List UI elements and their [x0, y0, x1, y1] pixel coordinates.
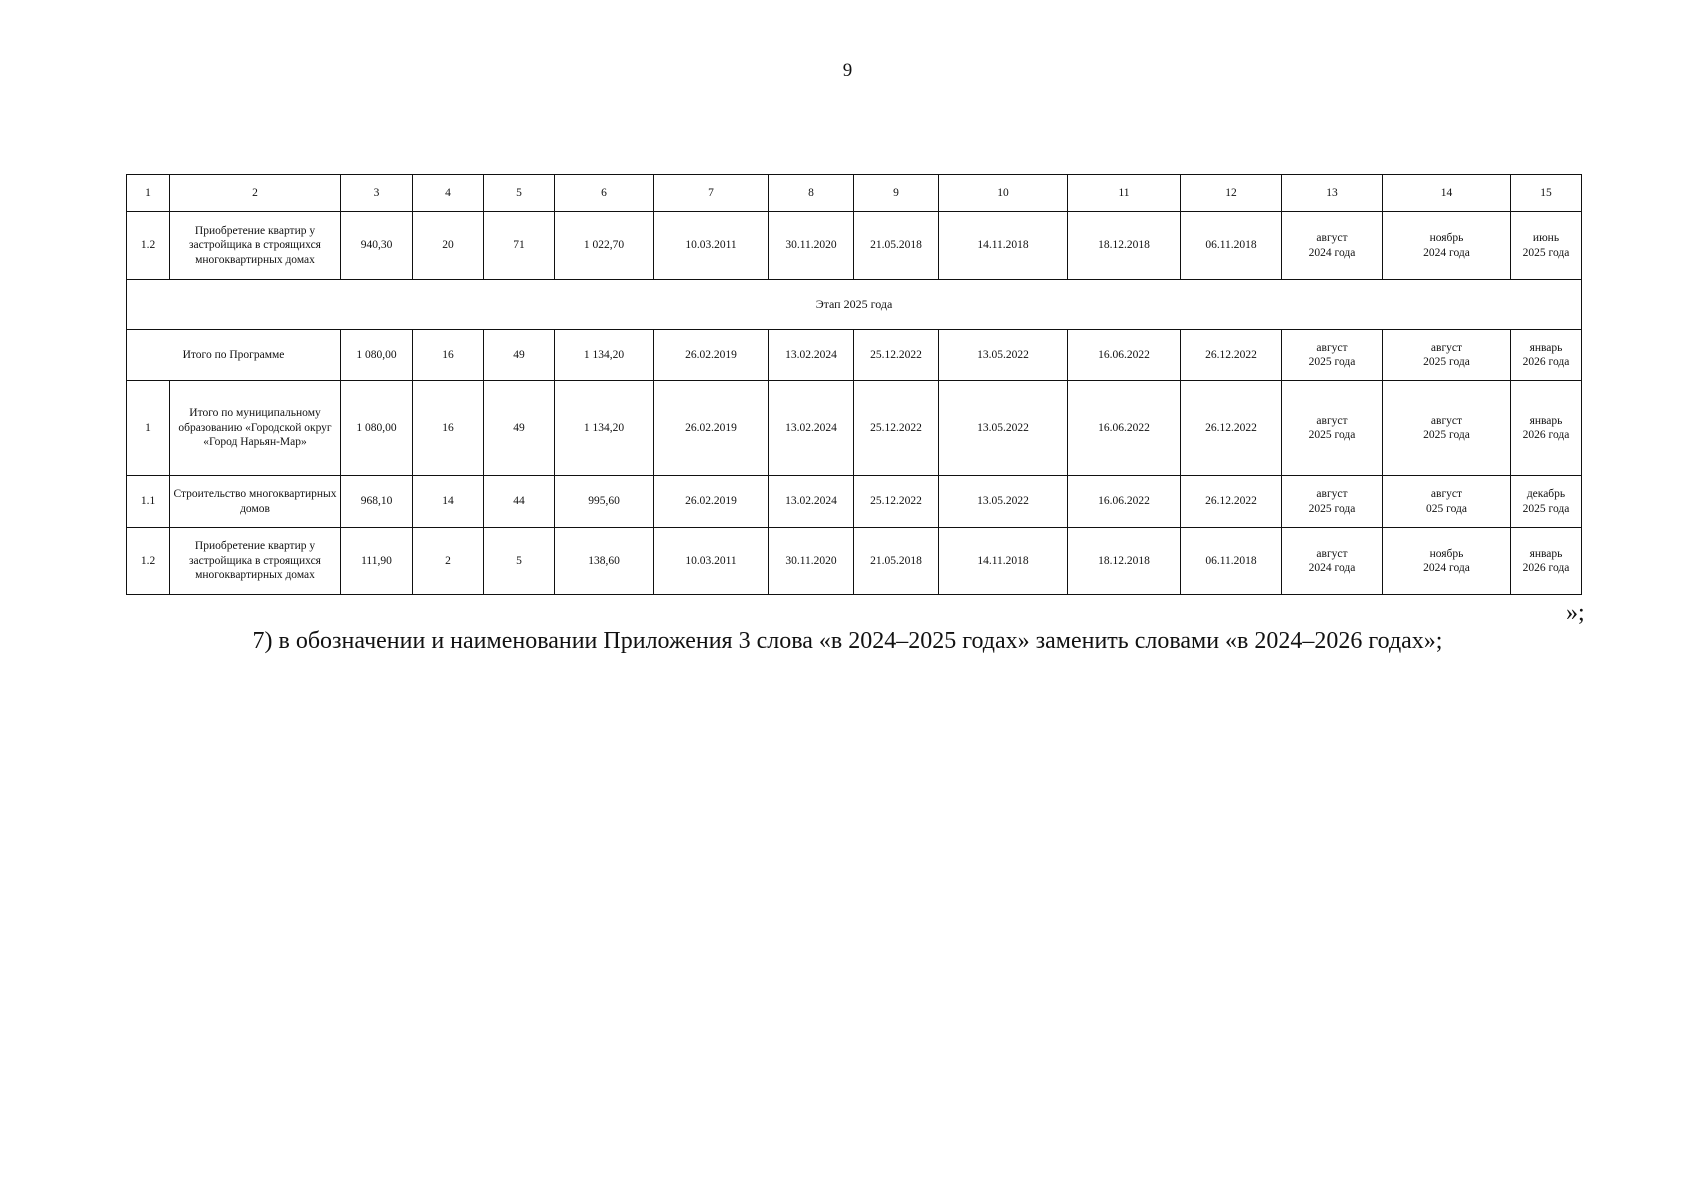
year: 025 года [1426, 502, 1467, 515]
table-cell: 5 [484, 528, 555, 595]
row-number: 1.2 [127, 212, 170, 280]
table-cell [1282, 476, 1383, 528]
table-cell: 30.11.2020 [769, 212, 854, 280]
header-cell: 4 [413, 175, 484, 212]
table-cell: 20 [413, 212, 484, 280]
table-cell: 1 134,20 [555, 330, 654, 381]
month: август [1316, 414, 1348, 427]
table-cell: 940,30 [341, 212, 413, 280]
year: 2026 года [1522, 356, 1570, 368]
table-cell: 18.12.2018 [1068, 212, 1181, 280]
table-cell [1383, 381, 1511, 476]
table-cell: 13.02.2024 [769, 330, 854, 381]
table-cell: 25.12.2022 [854, 476, 939, 528]
row-number: 1 [127, 381, 170, 476]
header-cell: 3 [341, 175, 413, 212]
table-row [127, 212, 1582, 280]
month: январь [1529, 341, 1563, 354]
header-cell: 15 [1511, 175, 1582, 212]
month: ноябрь [1429, 232, 1464, 245]
table-cell: 18.12.2018 [1068, 528, 1181, 595]
table-cell: 14 [413, 476, 484, 528]
month: август [1430, 341, 1463, 354]
stage-title: Этап 2025 года [127, 280, 1582, 330]
table-row [127, 476, 1582, 528]
table-cell: 49 [484, 330, 555, 381]
table-cell: 16.06.2022 [1068, 330, 1181, 381]
year: 2025 года [1308, 502, 1356, 515]
table-row [127, 528, 1582, 595]
month: январь [1529, 414, 1563, 427]
table-cell: 16.06.2022 [1068, 476, 1181, 528]
table-cell [1282, 528, 1383, 595]
table-cell [1282, 381, 1383, 476]
header-row [127, 175, 1582, 212]
year: 2026 года [1522, 429, 1570, 441]
header-cell: 5 [484, 175, 555, 212]
month: июнь [1532, 232, 1560, 245]
row-name: Строительство многоквартирных домов [170, 476, 341, 528]
table-cell: 14.11.2018 [939, 528, 1068, 595]
header-cell: 9 [854, 175, 939, 212]
header-cell: 2 [170, 175, 341, 212]
row-name: Приобретение квартир у застройщика в строящихся многоквартирных домах [170, 212, 341, 280]
table-cell: 21.05.2018 [854, 212, 939, 280]
table-cell: 1 080,00 [341, 381, 413, 476]
table-cell [1383, 528, 1511, 595]
year: 2025 года [1423, 429, 1470, 441]
table-cell: 1 134,20 [555, 381, 654, 476]
table-cell: 16.06.2022 [1068, 381, 1181, 476]
table-cell [1511, 528, 1582, 595]
month: август [1316, 488, 1348, 501]
year: 2025 года [1522, 502, 1570, 515]
year: 2025 года [1308, 429, 1356, 441]
table-cell: 49 [484, 381, 555, 476]
table-cell: 138,60 [555, 528, 654, 595]
year: 2024 года [1308, 562, 1356, 574]
table-cell: 25.12.2022 [854, 330, 939, 381]
year: 2025 года [1423, 356, 1470, 368]
table-cell: 26.02.2019 [654, 330, 769, 381]
table-cell: 71 [484, 212, 555, 280]
data-table [126, 174, 1582, 595]
row-name: Итого по муниципальному образованию «Городской округ «Город Нарьян-Мар» [170, 381, 341, 476]
table-cell [1383, 330, 1511, 381]
table-cell [1511, 330, 1582, 381]
table-cell: 06.11.2018 [1181, 528, 1282, 595]
total-label: Итого по Программе [127, 330, 341, 381]
year: 2024 года [1423, 246, 1470, 259]
header-cell: 6 [555, 175, 654, 212]
year: 2025 года [1308, 356, 1356, 368]
year: 2024 года [1308, 246, 1356, 259]
table-cell [1511, 476, 1582, 528]
table-row [127, 330, 1582, 381]
table-cell: 13.05.2022 [939, 476, 1068, 528]
table-cell: 1 022,70 [555, 212, 654, 280]
month: август [1316, 547, 1348, 560]
table-cell: 26.12.2022 [1181, 476, 1282, 528]
header-cell: 8 [769, 175, 854, 212]
table-cell: 26.12.2022 [1181, 381, 1282, 476]
table-cell: 1 080,00 [341, 330, 413, 381]
row-number: 1.1 [127, 476, 170, 528]
page-number: 9 [842, 60, 853, 81]
table-cell: 10.03.2011 [654, 212, 769, 280]
table-cell: 26.02.2019 [654, 381, 769, 476]
stage-row [127, 280, 1582, 330]
table-cell: 21.05.2018 [854, 528, 939, 595]
table-cell: 13.02.2024 [769, 476, 854, 528]
table-cell: 13.05.2022 [939, 330, 1068, 381]
month: январь [1529, 547, 1563, 560]
month: август [1430, 414, 1463, 427]
table-cell [1282, 212, 1383, 280]
table-cell: 995,60 [555, 476, 654, 528]
table-cell [1511, 381, 1582, 476]
table-cell: 26.12.2022 [1181, 330, 1282, 381]
table-cell: 44 [484, 476, 555, 528]
table-cell: 13.05.2022 [939, 381, 1068, 476]
month: август [1316, 232, 1348, 245]
table-cell [1383, 476, 1511, 528]
table-cell: 16 [413, 330, 484, 381]
year: 2026 года [1522, 562, 1570, 574]
month: август [1430, 488, 1463, 501]
month: август [1316, 341, 1348, 354]
amendment-paragraph: 7) в обозначении и наименовании Приложения 3 слова «в 2024–2025 годах» заменить словами «в 2024–2026 годах»; [252, 628, 1443, 654]
row-name: Приобретение квартир у застройщика в строящихся многоквартирных домах [170, 528, 341, 595]
table-cell: 111,90 [341, 528, 413, 595]
closing-quote: »; [1566, 600, 1585, 626]
month: ноябрь [1429, 547, 1464, 560]
header-cell: 10 [939, 175, 1068, 212]
table-row [127, 381, 1582, 476]
table-cell: 968,10 [341, 476, 413, 528]
header-cell: 14 [1383, 175, 1511, 212]
table-cell: 13.02.2024 [769, 381, 854, 476]
table-cell [1511, 212, 1582, 280]
header-cell: 11 [1068, 175, 1181, 212]
header-cell: 7 [654, 175, 769, 212]
year: 2024 года [1423, 562, 1470, 574]
table-cell: 2 [413, 528, 484, 595]
table-cell: 30.11.2020 [769, 528, 854, 595]
table-cell: 06.11.2018 [1181, 212, 1282, 280]
table-cell [1383, 212, 1511, 280]
table-cell [1282, 330, 1383, 381]
month: декабрь [1526, 488, 1566, 501]
table-cell: 26.02.2019 [654, 476, 769, 528]
table-cell: 16 [413, 381, 484, 476]
header-cell: 1 [127, 175, 170, 212]
table-cell: 14.11.2018 [939, 212, 1068, 280]
header-cell: 12 [1181, 175, 1282, 212]
year: 2025 года [1522, 246, 1570, 259]
header-cell: 13 [1282, 175, 1383, 212]
row-number: 1.2 [127, 528, 170, 595]
table-cell: 25.12.2022 [854, 381, 939, 476]
table-cell: 10.03.2011 [654, 528, 769, 595]
